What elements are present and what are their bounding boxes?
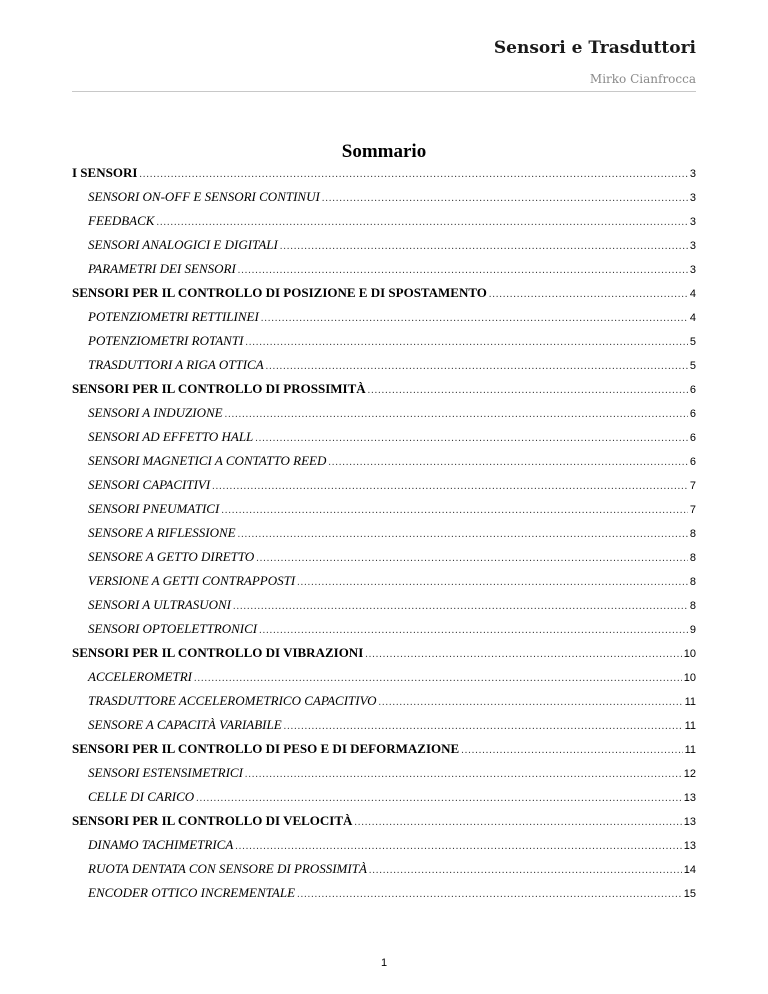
toc-entry-page: 15 — [683, 888, 696, 900]
toc-entry-subsection[interactable] — [72, 761, 696, 785]
toc-entry-page: 4 — [689, 312, 696, 324]
toc-entry-page: 10 — [683, 648, 696, 660]
toc-entry-page: 3 — [689, 216, 696, 228]
toc-entry-label: DINAMO TACHIMETRICA — [88, 837, 234, 852]
toc-entry-section[interactable] — [72, 377, 696, 401]
toc-entry-page: 5 — [689, 360, 696, 372]
toc-leader-dots — [328, 451, 688, 475]
toc-entry-page: 3 — [689, 168, 696, 180]
toc-leader-dots — [245, 331, 687, 355]
toc-entry-subsection[interactable] — [72, 497, 696, 521]
toc-entry-label: SENSORI PER IL CONTROLLO DI PESO E DI DEFORMAZIONE — [72, 741, 460, 756]
toc-entry-page: 8 — [689, 600, 696, 612]
toc-entry-page: 3 — [689, 240, 696, 252]
toc-leader-dots — [368, 379, 688, 403]
toc-entry-subsection[interactable] — [72, 401, 696, 425]
toc-entry-page: 13 — [683, 840, 696, 852]
toc-entry-page: 8 — [689, 528, 696, 540]
toc-entry-label: SENSORI PER IL CONTROLLO DI VIBRAZIONI — [72, 645, 364, 660]
toc-entry-page: 12 — [683, 768, 696, 780]
toc-entry-section[interactable] — [72, 281, 696, 305]
toc-entry-subsection[interactable] — [72, 449, 696, 473]
document-author: Mirko Cianfrocca — [589, 72, 696, 86]
toc-entry-page: 7 — [689, 504, 696, 516]
toc-entry-subsection[interactable] — [72, 257, 696, 281]
toc-leader-dots — [139, 163, 687, 187]
toc-entry-label: I SENSORI — [72, 165, 138, 180]
toc-entry-subsection[interactable] — [72, 425, 696, 449]
toc-entry-label: RUOTA DENTATA CON SENSORE DI PROSSIMITÀ — [88, 861, 367, 876]
toc-entry-page: 8 — [689, 576, 696, 588]
toc-entry-subsection[interactable] — [72, 329, 696, 353]
toc-leader-dots — [489, 283, 688, 307]
toc-leader-dots — [280, 235, 688, 259]
toc-entry-subsection[interactable] — [72, 857, 696, 881]
toc-leader-dots — [221, 499, 688, 523]
toc-leader-dots — [255, 427, 688, 451]
toc-entry-section[interactable] — [72, 737, 696, 761]
toc-leader-dots — [235, 835, 681, 859]
toc-entry-section[interactable] — [72, 641, 696, 665]
toc-entry-label: SENSORI ON-OFF E SENSORI CONTINUI — [88, 189, 320, 204]
toc-leader-dots — [461, 739, 682, 763]
toc-leader-dots — [233, 595, 688, 619]
toc-entry-label: SENSORE A CAPACITÀ VARIABILE — [88, 717, 282, 732]
toc-entry-page: 6 — [689, 408, 696, 420]
toc-entry-subsection[interactable] — [72, 353, 696, 377]
toc-entry-subsection[interactable] — [72, 785, 696, 809]
toc-entry-subsection[interactable] — [72, 617, 696, 641]
toc-leader-dots — [297, 571, 688, 595]
toc-entry-page: 13 — [683, 792, 696, 804]
toc-leader-dots — [266, 355, 688, 379]
toc-entry-label: SENSORI PER IL CONTROLLO DI POSIZIONE E DI SPOSTAMENTO — [72, 285, 487, 300]
toc-entry-label: ACCELEROMETRI — [88, 669, 192, 684]
toc-entry-page: 11 — [684, 744, 696, 756]
document-title: Sensori e Trasduttori — [493, 38, 696, 58]
toc-entry-label: SENSORI A INDUZIONE — [88, 405, 223, 420]
toc-entry-page: 6 — [689, 456, 696, 468]
toc-entry-subsection[interactable] — [72, 545, 696, 569]
toc-entry-label: ENCODER OTTICO INCREMENTALE — [88, 885, 296, 900]
table-of-contents — [72, 161, 696, 905]
toc-entry-label: POTENZIOMETRI ROTANTI — [88, 333, 244, 348]
toc-entry-label: SENSORI ANALOGICI E DIGITALI — [88, 237, 278, 252]
toc-leader-dots — [322, 187, 688, 211]
toc-entry-label: SENSORI PER IL CONTROLLO DI VELOCITÀ — [72, 813, 353, 828]
page-number: 1 — [380, 957, 388, 969]
toc-entry-label: FEEDBACK — [88, 213, 155, 228]
toc-entry-subsection[interactable] — [72, 569, 696, 593]
toc-leader-dots — [369, 859, 682, 883]
toc-entry-label: SENSORI ESTENSIMETRICI — [88, 765, 243, 780]
toc-entry-label: SENSORI PER IL CONTROLLO DI PROSSIMITÀ — [72, 381, 366, 396]
toc-entry-subsection[interactable] — [72, 665, 696, 689]
toc-entry-label: POTENZIOMETRI RETTILINEI — [88, 309, 259, 324]
toc-entry-label: SENSORI MAGNETICI A CONTATTO REED — [88, 453, 327, 468]
toc-leader-dots — [156, 211, 687, 235]
toc-entry-subsection[interactable] — [72, 473, 696, 497]
toc-entry-page: 3 — [689, 192, 696, 204]
toc-leader-dots — [238, 523, 688, 547]
toc-heading: Sommario — [341, 141, 427, 162]
toc-entry-subsection[interactable] — [72, 713, 696, 737]
toc-leader-dots — [284, 715, 683, 739]
toc-entry-subsection[interactable] — [72, 185, 696, 209]
toc-entry-label: SENSORE A RIFLESSIONE — [88, 525, 236, 540]
toc-entry-page: 8 — [689, 552, 696, 564]
toc-entry-label: CELLE DI CARICO — [88, 789, 195, 804]
toc-leader-dots — [194, 667, 682, 691]
toc-leader-dots — [261, 307, 688, 331]
toc-entry-label: TRASDUTTORI A RIGA OTTICA — [88, 357, 264, 372]
toc-entry-subsection[interactable] — [72, 233, 696, 257]
toc-leader-dots — [212, 475, 688, 499]
toc-entry-page: 4 — [689, 288, 696, 300]
toc-entry-page: 14 — [683, 864, 696, 876]
toc-entry-subsection[interactable] — [72, 689, 696, 713]
toc-leader-dots — [297, 883, 682, 907]
toc-entry-label: SENSORI PNEUMATICI — [88, 501, 220, 516]
toc-entry-label: VERSIONE A GETTI CONTRAPPOSTI — [88, 573, 296, 588]
toc-entry-page: 11 — [684, 720, 696, 732]
toc-entry-subsection[interactable] — [72, 833, 696, 857]
toc-entry-label: SENSORI AD EFFETTO HALL — [88, 429, 254, 444]
toc-leader-dots — [365, 643, 682, 667]
toc-leader-dots — [259, 619, 688, 643]
toc-entry-subsection[interactable] — [72, 881, 696, 905]
toc-entry-label: SENSORE A GETTO DIRETTO — [88, 549, 255, 564]
toc-leader-dots — [256, 547, 688, 571]
toc-entry-page: 6 — [689, 432, 696, 444]
toc-leader-dots — [225, 403, 688, 427]
toc-entry-label: SENSORI OPTOELETTRONICI — [88, 621, 258, 636]
toc-entry-label: SENSORI A ULTRASUONI — [88, 597, 231, 612]
toc-leader-dots — [238, 259, 688, 283]
toc-entry-page: 9 — [689, 624, 696, 636]
toc-entry-page: 6 — [689, 384, 696, 396]
toc-entry-subsection[interactable] — [72, 305, 696, 329]
toc-leader-dots — [379, 691, 683, 715]
toc-entry-page: 3 — [689, 264, 696, 276]
toc-entry-label: SENSORI CAPACITIVI — [88, 477, 211, 492]
toc-leader-dots — [245, 763, 682, 787]
toc-entry-page: 10 — [683, 672, 696, 684]
toc-entry-subsection[interactable] — [72, 593, 696, 617]
toc-entry-label: TRASDUTTORE ACCELEROMETRICO CAPACITIVO — [88, 693, 377, 708]
toc-entry-label: PARAMETRI DEI SENSORI — [88, 261, 236, 276]
toc-entry-page: 13 — [683, 816, 696, 828]
toc-entry-page: 7 — [689, 480, 696, 492]
toc-leader-dots — [196, 787, 682, 811]
toc-entry-subsection[interactable] — [72, 209, 696, 233]
header-divider — [72, 91, 696, 92]
toc-entry-page: 11 — [684, 696, 696, 708]
toc-entry-section[interactable] — [72, 809, 696, 833]
toc-entry-section[interactable] — [72, 161, 696, 185]
toc-entry-page: 5 — [689, 336, 696, 348]
toc-entry-subsection[interactable] — [72, 521, 696, 545]
toc-leader-dots — [354, 811, 681, 835]
